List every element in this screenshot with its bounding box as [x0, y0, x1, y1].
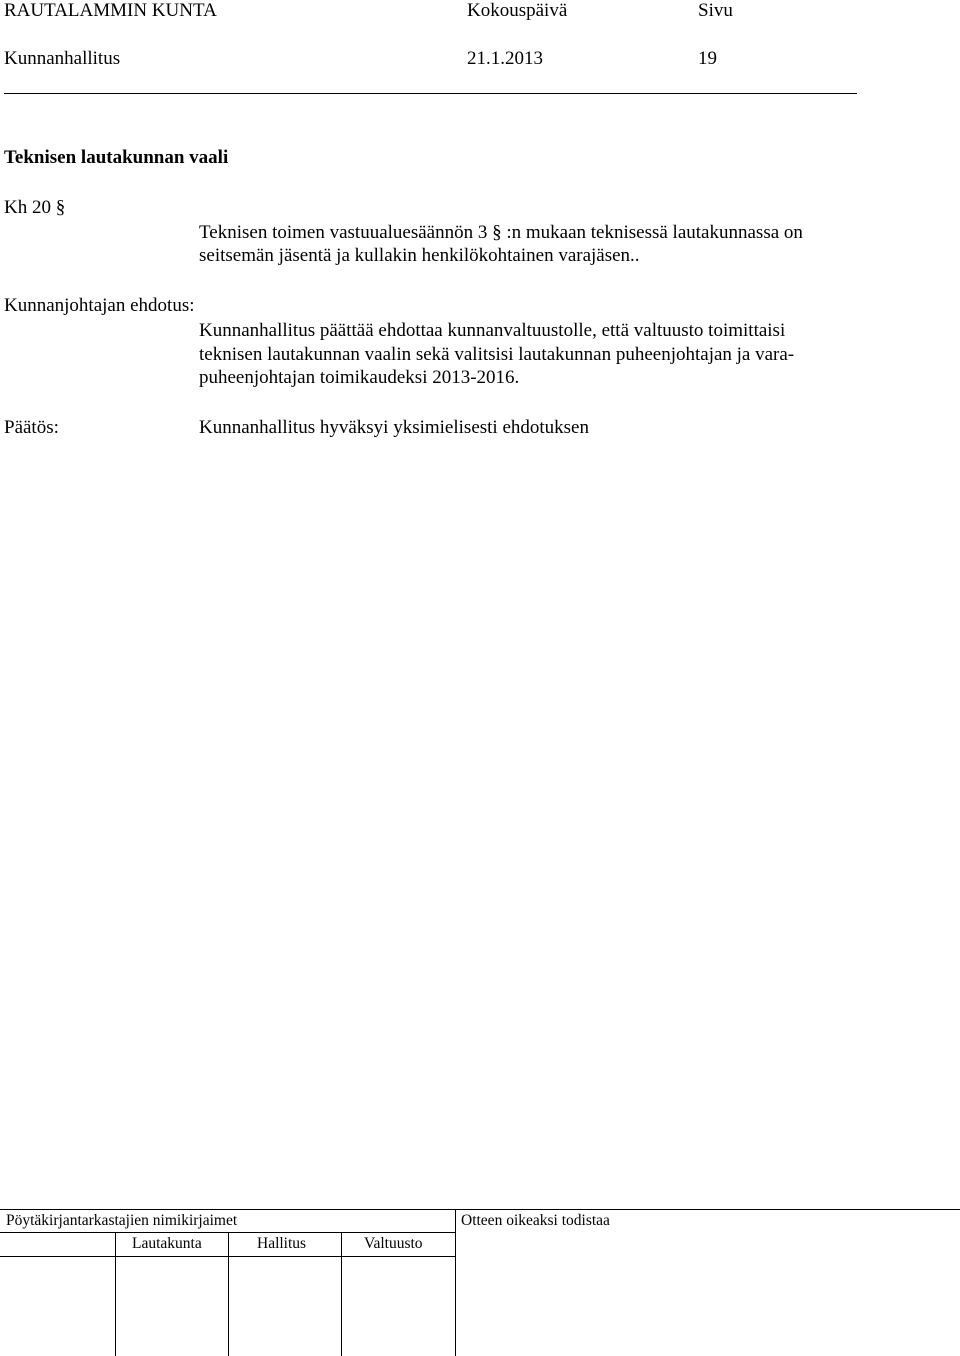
footer-column-divider — [455, 1209, 456, 1356]
column-header-lautakunta: Lautakunta — [132, 1235, 202, 1252]
page-label: Sivu — [698, 0, 733, 21]
signatures-label: Pöytäkirjantarkastajien nimikirjaimet — [6, 1212, 238, 1229]
proposal-line: Kunnanhallitus päättää ehdottaa kunnanvaltuustolle, että valtuusto toimittaisi — [199, 320, 786, 341]
column-header-hallitus: Hallitus — [257, 1235, 307, 1252]
organization-name: RAUTALAMMIN KUNTA — [4, 0, 217, 21]
footer-column-divider — [341, 1232, 342, 1356]
intro-line: seitsemän jäsentä ja kullakin henkilökohtainen varajäsen.. — [199, 245, 640, 266]
proposal-line: teknisen lautakunnan vaalin sekä valitsisi lautakunnan puheenjohtajan ja vara- — [199, 344, 795, 365]
proposal-line: puheenjohtajan toimikaudeksi 2013-2016. — [199, 367, 520, 388]
footer-top-rule — [0, 1209, 960, 1210]
column-header-valtuusto: Valtuusto — [364, 1235, 423, 1252]
meeting-date: 21.1.2013 — [467, 48, 543, 69]
page-number: 19 — [698, 48, 717, 69]
proposal-label: Kunnanjohtajan ehdotus: — [4, 295, 195, 316]
section-title: Teknisen lautakunnan vaali — [4, 147, 229, 168]
body-name: Kunnanhallitus — [4, 48, 121, 69]
certified-label: Otteen oikeaksi todistaa — [461, 1212, 610, 1229]
meeting-date-label: Kokouspäivä — [467, 0, 568, 21]
footer-column-divider — [115, 1232, 116, 1356]
footer-column-divider — [228, 1232, 229, 1356]
decision-label: Päätös: — [4, 417, 59, 438]
decision-text: Kunnanhallitus hyväksyi yksimielisesti ehdotuksen — [199, 417, 589, 438]
header-divider — [4, 93, 857, 94]
intro-line: Teknisen toimen vastuualuesäännön 3 § :n mukaan teknisessä lautakunnassa on — [199, 222, 803, 243]
section-reference: Kh 20 § — [4, 197, 66, 218]
